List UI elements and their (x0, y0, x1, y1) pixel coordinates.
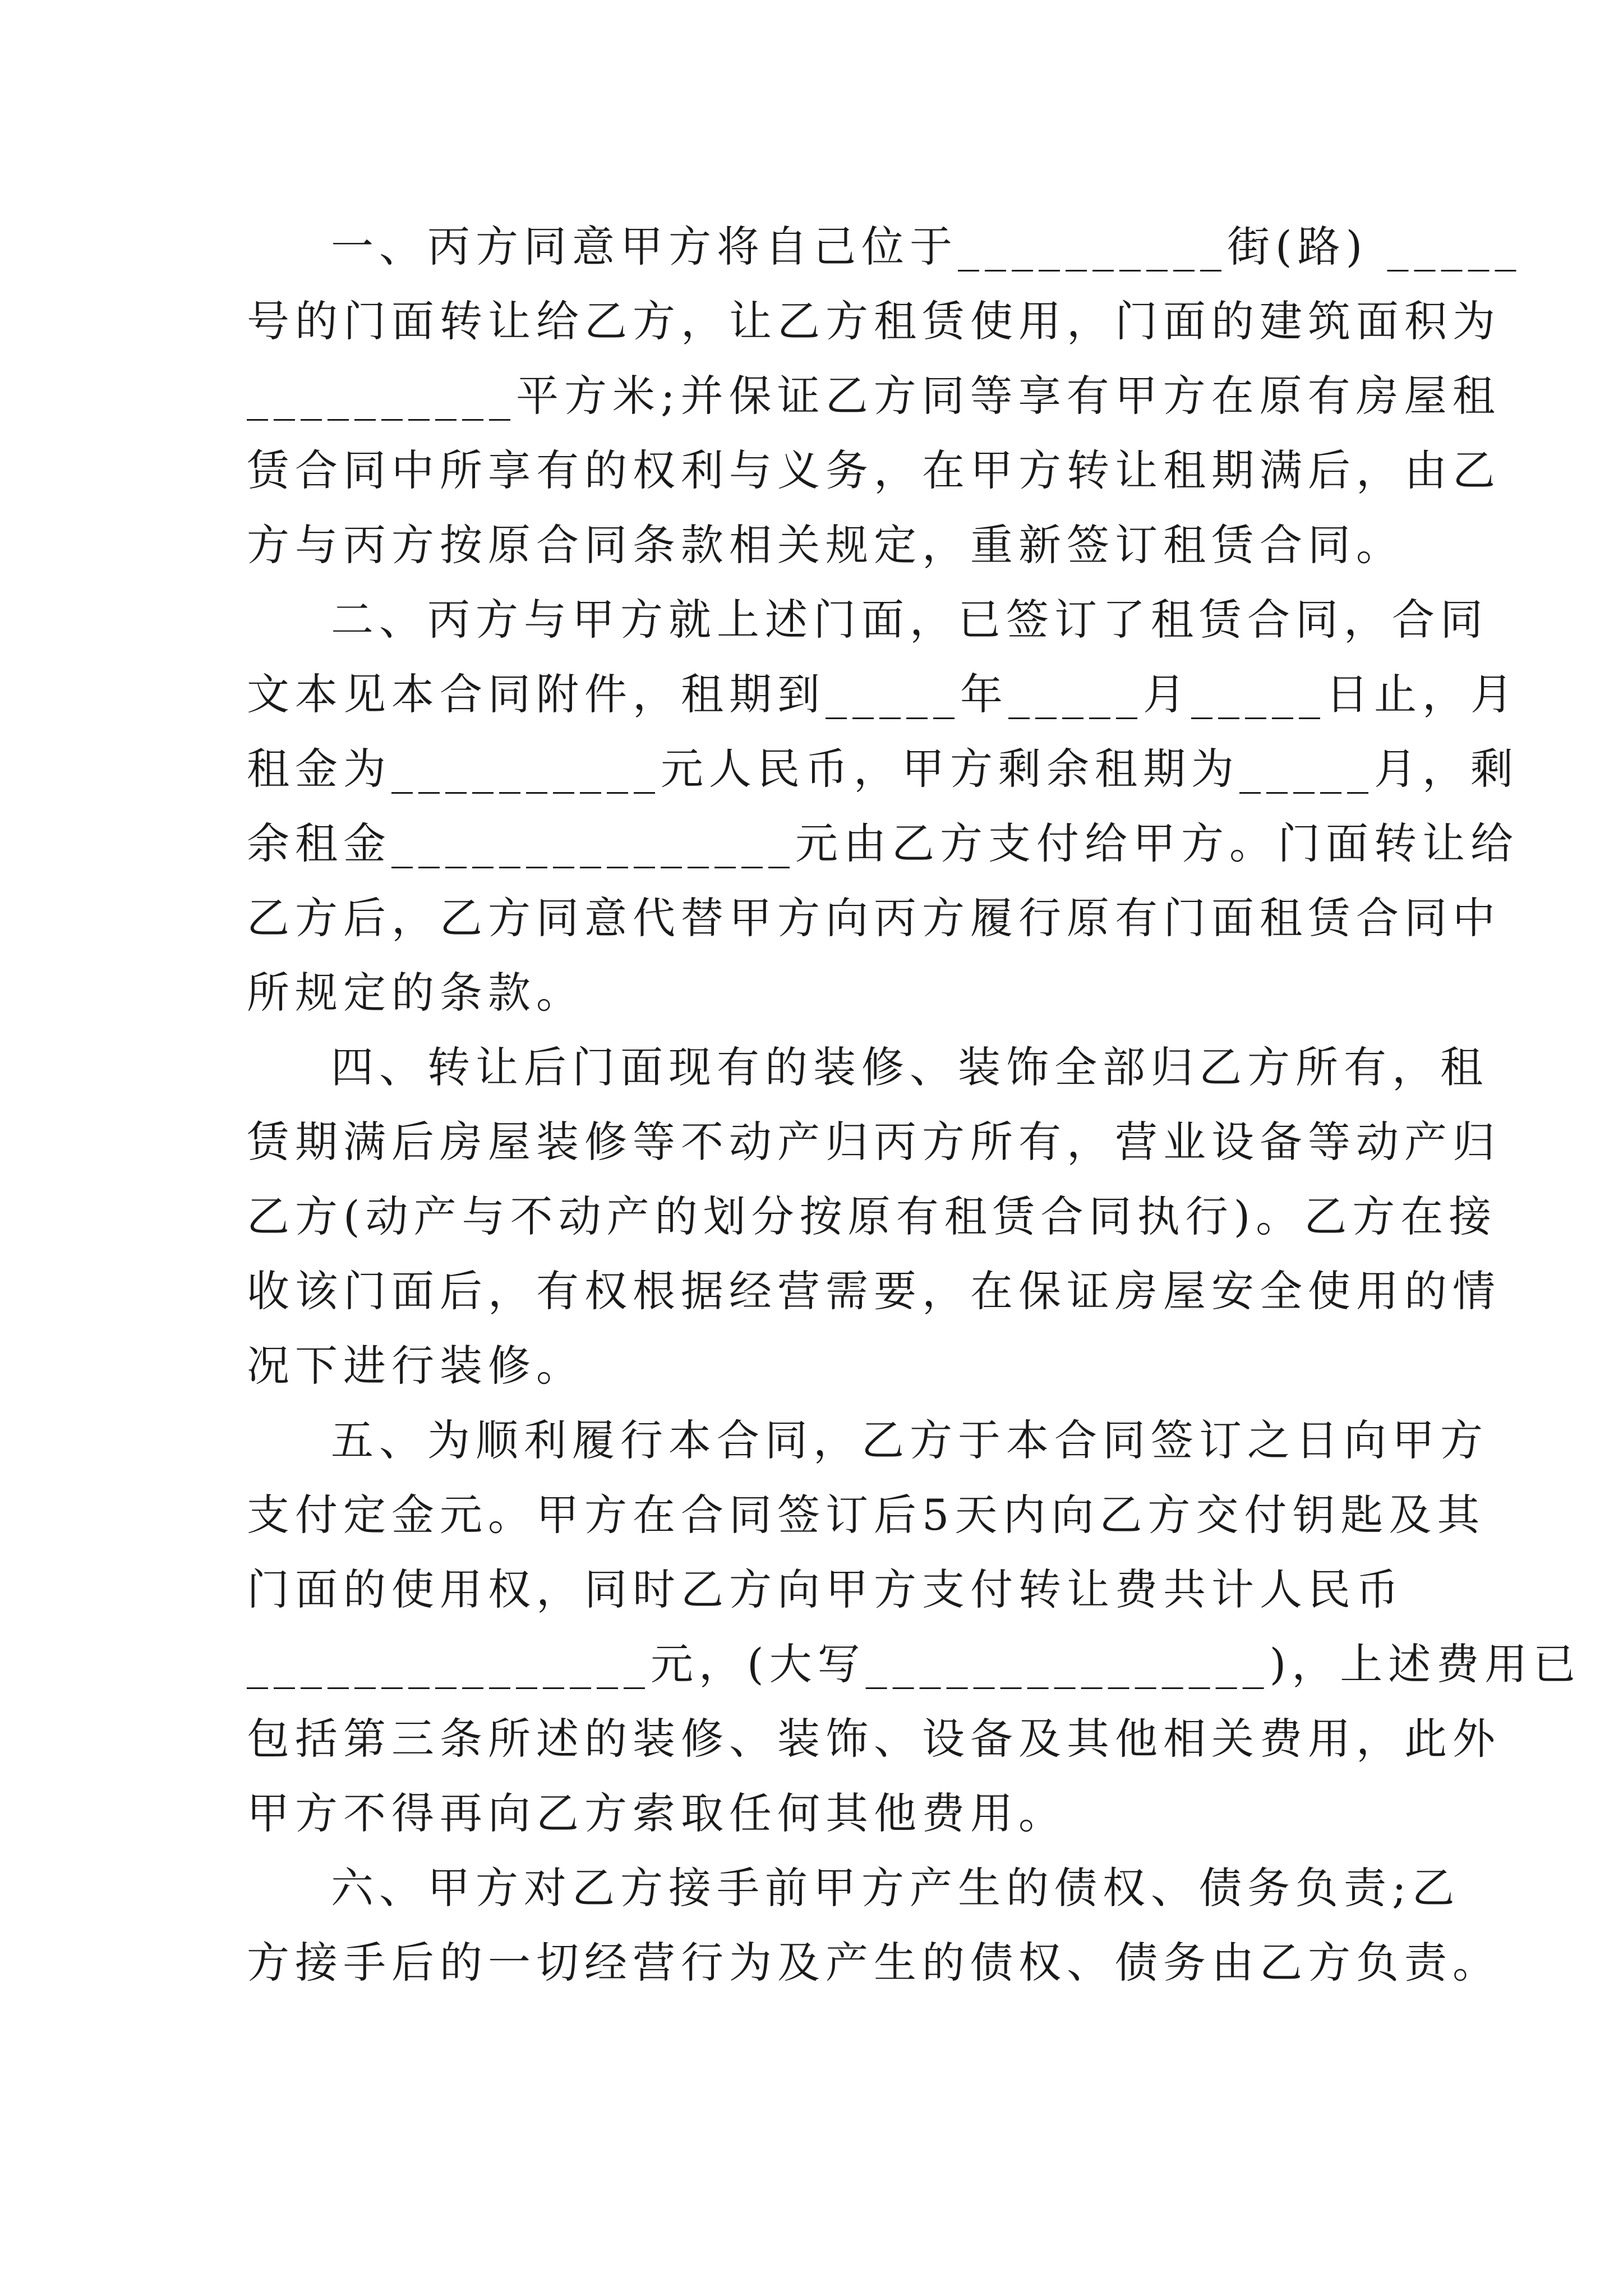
paragraph-4-line-5: 况下进行装修。 (247, 1341, 584, 1391)
paragraph-5-line-6: 甲方不得再向乙方索取任何其他费用。 (247, 1788, 1067, 1838)
paragraph-2-line-4: 余租金_______________元由乙方支付给甲方。门面转让给 (247, 818, 1519, 868)
paragraph-5-line-3: 门面的使用权，同时乙方向甲方支付转让费共计人民币 (247, 1565, 1404, 1614)
paragraph-6-line-2: 方接手后的一切经营行为及产生的债权、债务由乙方负责。 (247, 1938, 1501, 1987)
paragraph-4-line-1: 四、转让后门面现有的装修、装饰全部归乙方所有，租 (331, 1042, 1488, 1092)
paragraph-1-line-5: 方与丙方按原合同条款相关规定，重新签订租赁合同。 (247, 520, 1404, 570)
paragraph-2-line-3: 租金为__________元人民币，甲方剩余租期为_____月，剩 (247, 744, 1519, 794)
paragraph-5-line-4: _______________元，(大写_______________)，上述费用已 (247, 1639, 1581, 1689)
paragraph-1-line-2: 号的门面转让给乙方，让乙方租赁使用，门面的建筑面积为 (247, 296, 1501, 346)
paragraph-4-line-2: 赁期满后房屋装修等不动产归丙方所有，营业设备等动产归 (247, 1117, 1501, 1167)
paragraph-2-line-5: 乙方后，乙方同意代替甲方向丙方履行原有门面租赁合同中 (247, 893, 1501, 943)
paragraph-2-line-6: 所规定的条款。 (247, 968, 584, 1018)
paragraph-6-line-1: 六、甲方对乙方接手前甲方产生的债权、债务负责;乙 (331, 1863, 1460, 1913)
paragraph-1-line-4: 赁合同中所享有的权利与义务，在甲方转让租期满后，由乙 (247, 445, 1501, 495)
paragraph-1-line-1: 一、丙方同意甲方将自己位于__________街(路) _____ (331, 222, 1522, 272)
paragraph-5-line-1: 五、为顺利履行本合同，乙方于本合同签订之日向甲方 (331, 1415, 1488, 1465)
paragraph-2-line-2: 文本见本合同附件，租期到_____年_____月_____日止，月 (247, 669, 1519, 719)
paragraph-4-line-3: 乙方(动产与不动产的划分按原有租赁合同执行)。乙方在接 (247, 1191, 1497, 1241)
paragraph-5-line-5: 包括第三条所述的装修、装饰、设备及其他相关费用，此外 (247, 1714, 1501, 1764)
paragraph-5-line-2: 支付定金元。甲方在合同签订后5天内向乙方交付钥匙及其 (247, 1490, 1486, 1540)
paragraph-1-line-3: __________平方米;并保证乙方同等享有甲方在原有房屋租 (247, 371, 1501, 421)
paragraph-2-line-1: 二、丙方与甲方就上述门面，已签订了租赁合同，合同 (331, 595, 1488, 645)
paragraph-4-line-4: 收该门面后，有权根据经营需要，在保证房屋安全使用的情 (247, 1266, 1501, 1316)
